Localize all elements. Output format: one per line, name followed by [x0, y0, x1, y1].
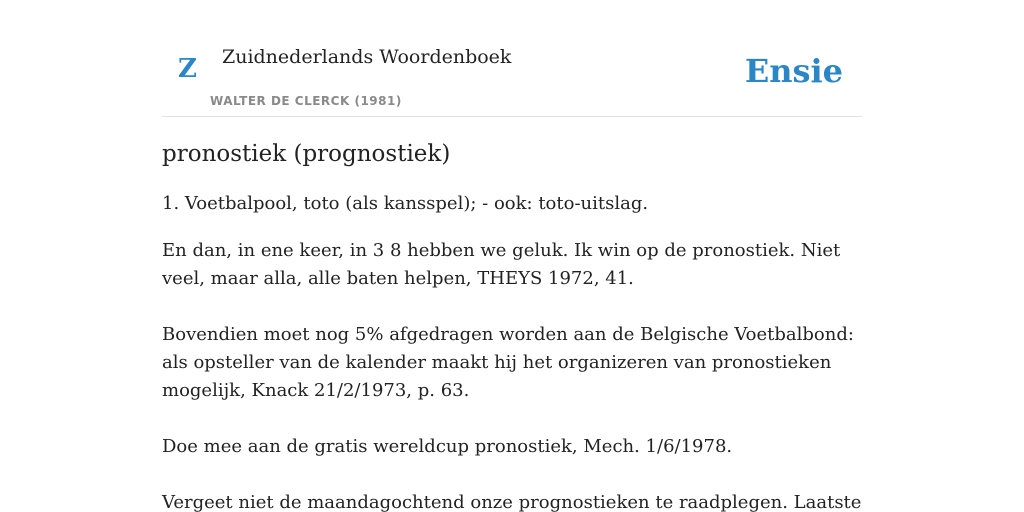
entry-content — [162, 140, 862, 512]
quote-item: En dan, in ene keer, in 3 8 hebben we geluk. Ik win op de pronostiek. Niet veel, maar alla, alle baten helpen, THEYS 1972, 41. — [162, 240, 841, 289]
quote-item: Bovendien moet nog 5% afgedragen worden aan de Belgische Voetbalbond: als opsteller van de kalender maakt hij het organizeren van pronostieken mogelijk, Knack 21/2/1973, p. 63. — [162, 324, 854, 401]
quote-item: Doe mee aan de gratis wereldcup pronostiek, Mech. 1/6/1978. — [162, 436, 733, 457]
entry-headword: pronostiek (prognostiek) — [162, 141, 451, 167]
entry-definition: 1. Voetbalpool, toto (als kansspel); - ook: toto-uitslag. — [162, 193, 649, 214]
source-author: WALTER DE CLERCK (1981) — [210, 94, 402, 108]
site-header — [162, 0, 862, 117]
quote-item: Vergeet niet de maandagochtend onze prognostieken te raadplegen. Laatste — [162, 492, 862, 512]
brand-logo[interactable]: Ensie — [744, 52, 843, 90]
quote-list — [162, 237, 862, 512]
source-logo[interactable]: Z — [178, 54, 197, 84]
source-title[interactable]: Zuidnederlands Woordenboek — [222, 46, 512, 68]
